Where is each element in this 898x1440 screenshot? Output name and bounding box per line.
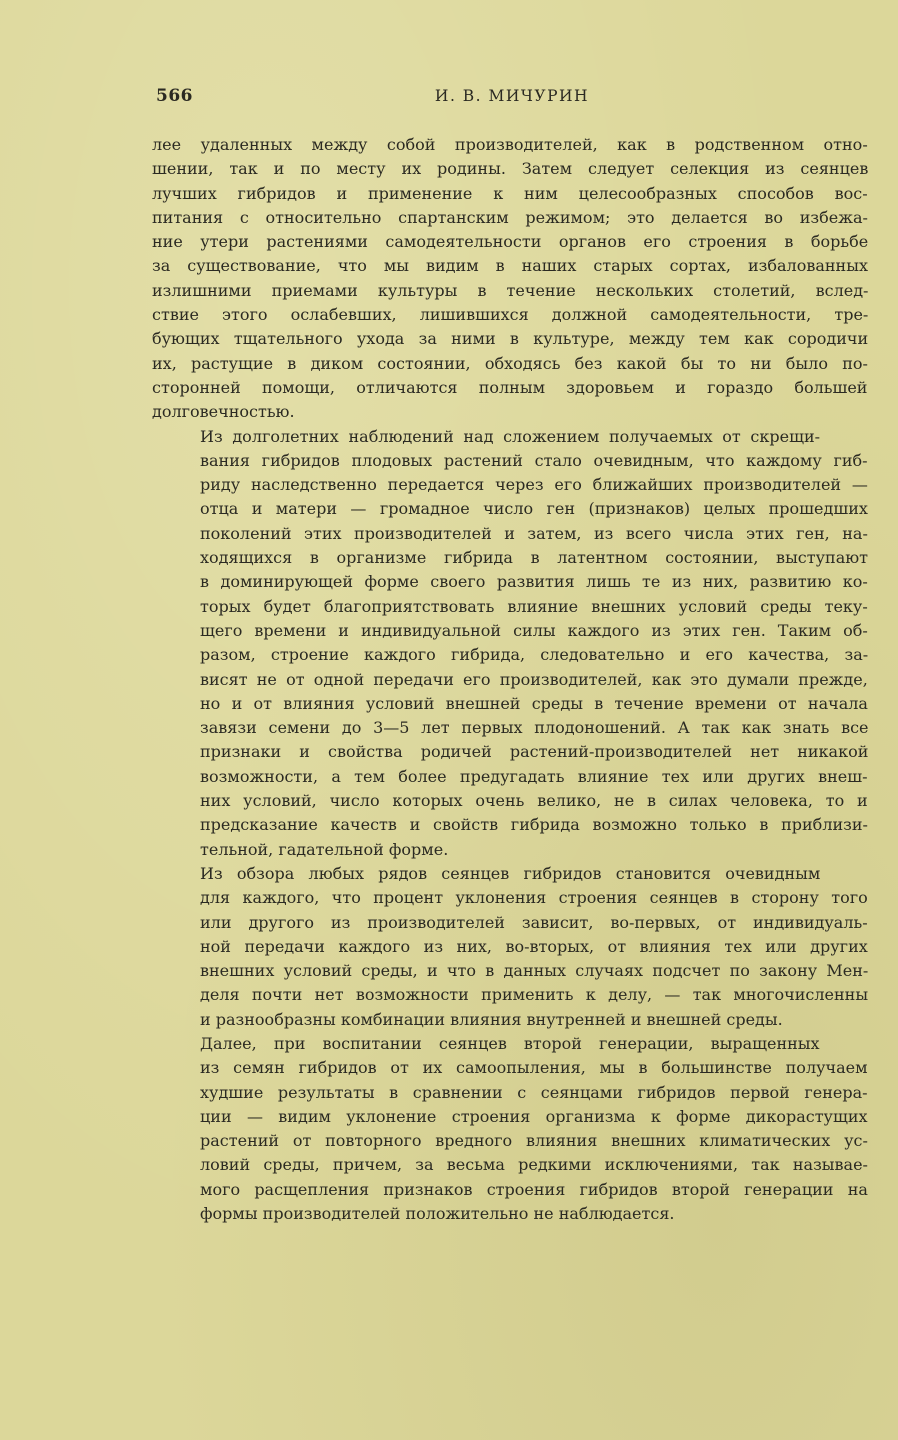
text-line: излишними приемами культуры в течение нескольких столетий, вслед-	[152, 280, 869, 300]
text-line: Из долголетних наблюдений над сложением получаемых от скрещи-	[200, 426, 821, 446]
text-line: или другого из производителей зависит, во-первых, от индивидуаль-	[200, 912, 868, 932]
text-line: торых будет благоприятствовать влияние внешних условий среды теку-	[200, 596, 868, 616]
text-line: из семян гибридов от их самоопыления, мы в большинстве получаем	[200, 1058, 868, 1078]
text-line: мого расщепления признаков строения гибридов второй генерации на	[200, 1179, 868, 1199]
text-line: за существование, что мы видим в наших старых сортах, избалованных	[152, 256, 868, 276]
text-line: шении, так и по месту их родины. Затем следует селекция из сеянцев	[152, 159, 869, 179]
text-line: внешних условий среды, и что в данных случаях подсчет по закону Мен-	[200, 961, 869, 981]
text-line: деля почти нет возможности применить к делу, — так многочисленны	[200, 985, 869, 1005]
page-number: 566	[156, 86, 193, 106]
text-line: висят не от одной передачи его производителей, как это думали прежде,	[200, 669, 868, 689]
text-line: для каждого, что процент уклонения строения сеянцев в сторону того	[200, 888, 868, 908]
text-line: формы производителей положительно не наблюдается.	[200, 1204, 675, 1224]
text-line: ние утери растениями самодеятельности органов его строения в борьбе	[152, 232, 869, 252]
body-text	[152, 133, 868, 1226]
text-line: но и от влияния условий внешней среды в течение времени от начала	[200, 693, 868, 713]
text-line: долговечностью.	[152, 402, 295, 422]
text-line: ловий среды, причем, за весьма редкими исключениями, так называе-	[200, 1155, 868, 1175]
text-line: возможности, а тем более предугадать влияние тех или других внеш-	[200, 766, 868, 786]
paragraph	[152, 862, 868, 1032]
text-line: ной передачи каждого из них, во-вторых, от влияния тех или других	[200, 936, 868, 956]
text-line: Далее, при воспитании сеянцев второй генерации, выращенных	[200, 1033, 820, 1053]
text-line: предсказание качеств и свойств гибрида возможно только в приблизи-	[200, 815, 868, 835]
text-line: тельной, гадательной форме.	[200, 839, 449, 859]
paragraph	[152, 1032, 868, 1226]
text-line: поколений этих производителей и затем, из всего числа этих ген, на-	[200, 523, 868, 543]
text-line: питания с относительно спартанским режимом; это делается во избежа-	[152, 207, 868, 227]
text-line: бующих тщательного ухода за ними в культуре, между тем как сородичи	[152, 329, 869, 349]
text-line: растений от повторного вредного влияния внешних климатических ус-	[200, 1131, 868, 1151]
text-line: сторонней помощи, отличаются полным здоровьем и гораздо большей	[152, 377, 868, 397]
paragraph	[152, 425, 868, 862]
running-title: И. В. МИЧУРИН	[434, 87, 590, 105]
paragraph	[152, 133, 868, 425]
text-line: лее удаленных между собой производителей, как в родственном отно-	[152, 135, 868, 154]
text-line: лучших гибридов и применение к ним целесообразных способов вос-	[152, 183, 868, 203]
text-line: ходящихся в организме гибрида в латентном состоянии, выступают	[200, 548, 869, 568]
text-line: них условий, число которых очень велико, не в силах человека, то и	[200, 791, 868, 811]
text-line: и разнообразны комбинации влияния внутренней и внешней среды.	[200, 1009, 783, 1029]
text-line: в доминирующей форме своего развития лишь те из них, развитию ко-	[200, 572, 868, 592]
text-line: их, растущие в диком состоянии, обходясь без какой бы то ни было по-	[152, 353, 868, 373]
text-line: вания гибридов плодовых растений стало очевидным, что каждому гиб-	[200, 450, 868, 470]
running-head	[156, 86, 868, 112]
text-line: отца и матери — громадное число ген (признаков) целых прошедших	[200, 499, 868, 519]
text-line: разом, строение каждого гибрида, следовательно и его качества, за-	[200, 645, 869, 665]
text-line: завязи семени до 3—5 лет первых плодоношений. А так как знать все	[200, 718, 869, 738]
text-line: Из обзора любых рядов сеянцев гибридов становится очевидным	[200, 863, 821, 883]
text-line: риду наследственно передается через его ближайших производителей —	[200, 475, 868, 495]
text-line: щего времени и индивидуальной силы каждого из этих ген. Таким об-	[200, 620, 868, 640]
text-line: худшие результаты в сравнении с сеянцами гибридов первой генера-	[200, 1082, 868, 1102]
text-line: признаки и свойства родичей растений-производителей нет никакой	[200, 742, 869, 762]
text-line: ствие этого ослабевших, лишившихся должной самодеятельности, тре-	[152, 305, 869, 325]
text-line: ции — видим уклонение строения организма к форме дикорастущих	[200, 1106, 868, 1126]
